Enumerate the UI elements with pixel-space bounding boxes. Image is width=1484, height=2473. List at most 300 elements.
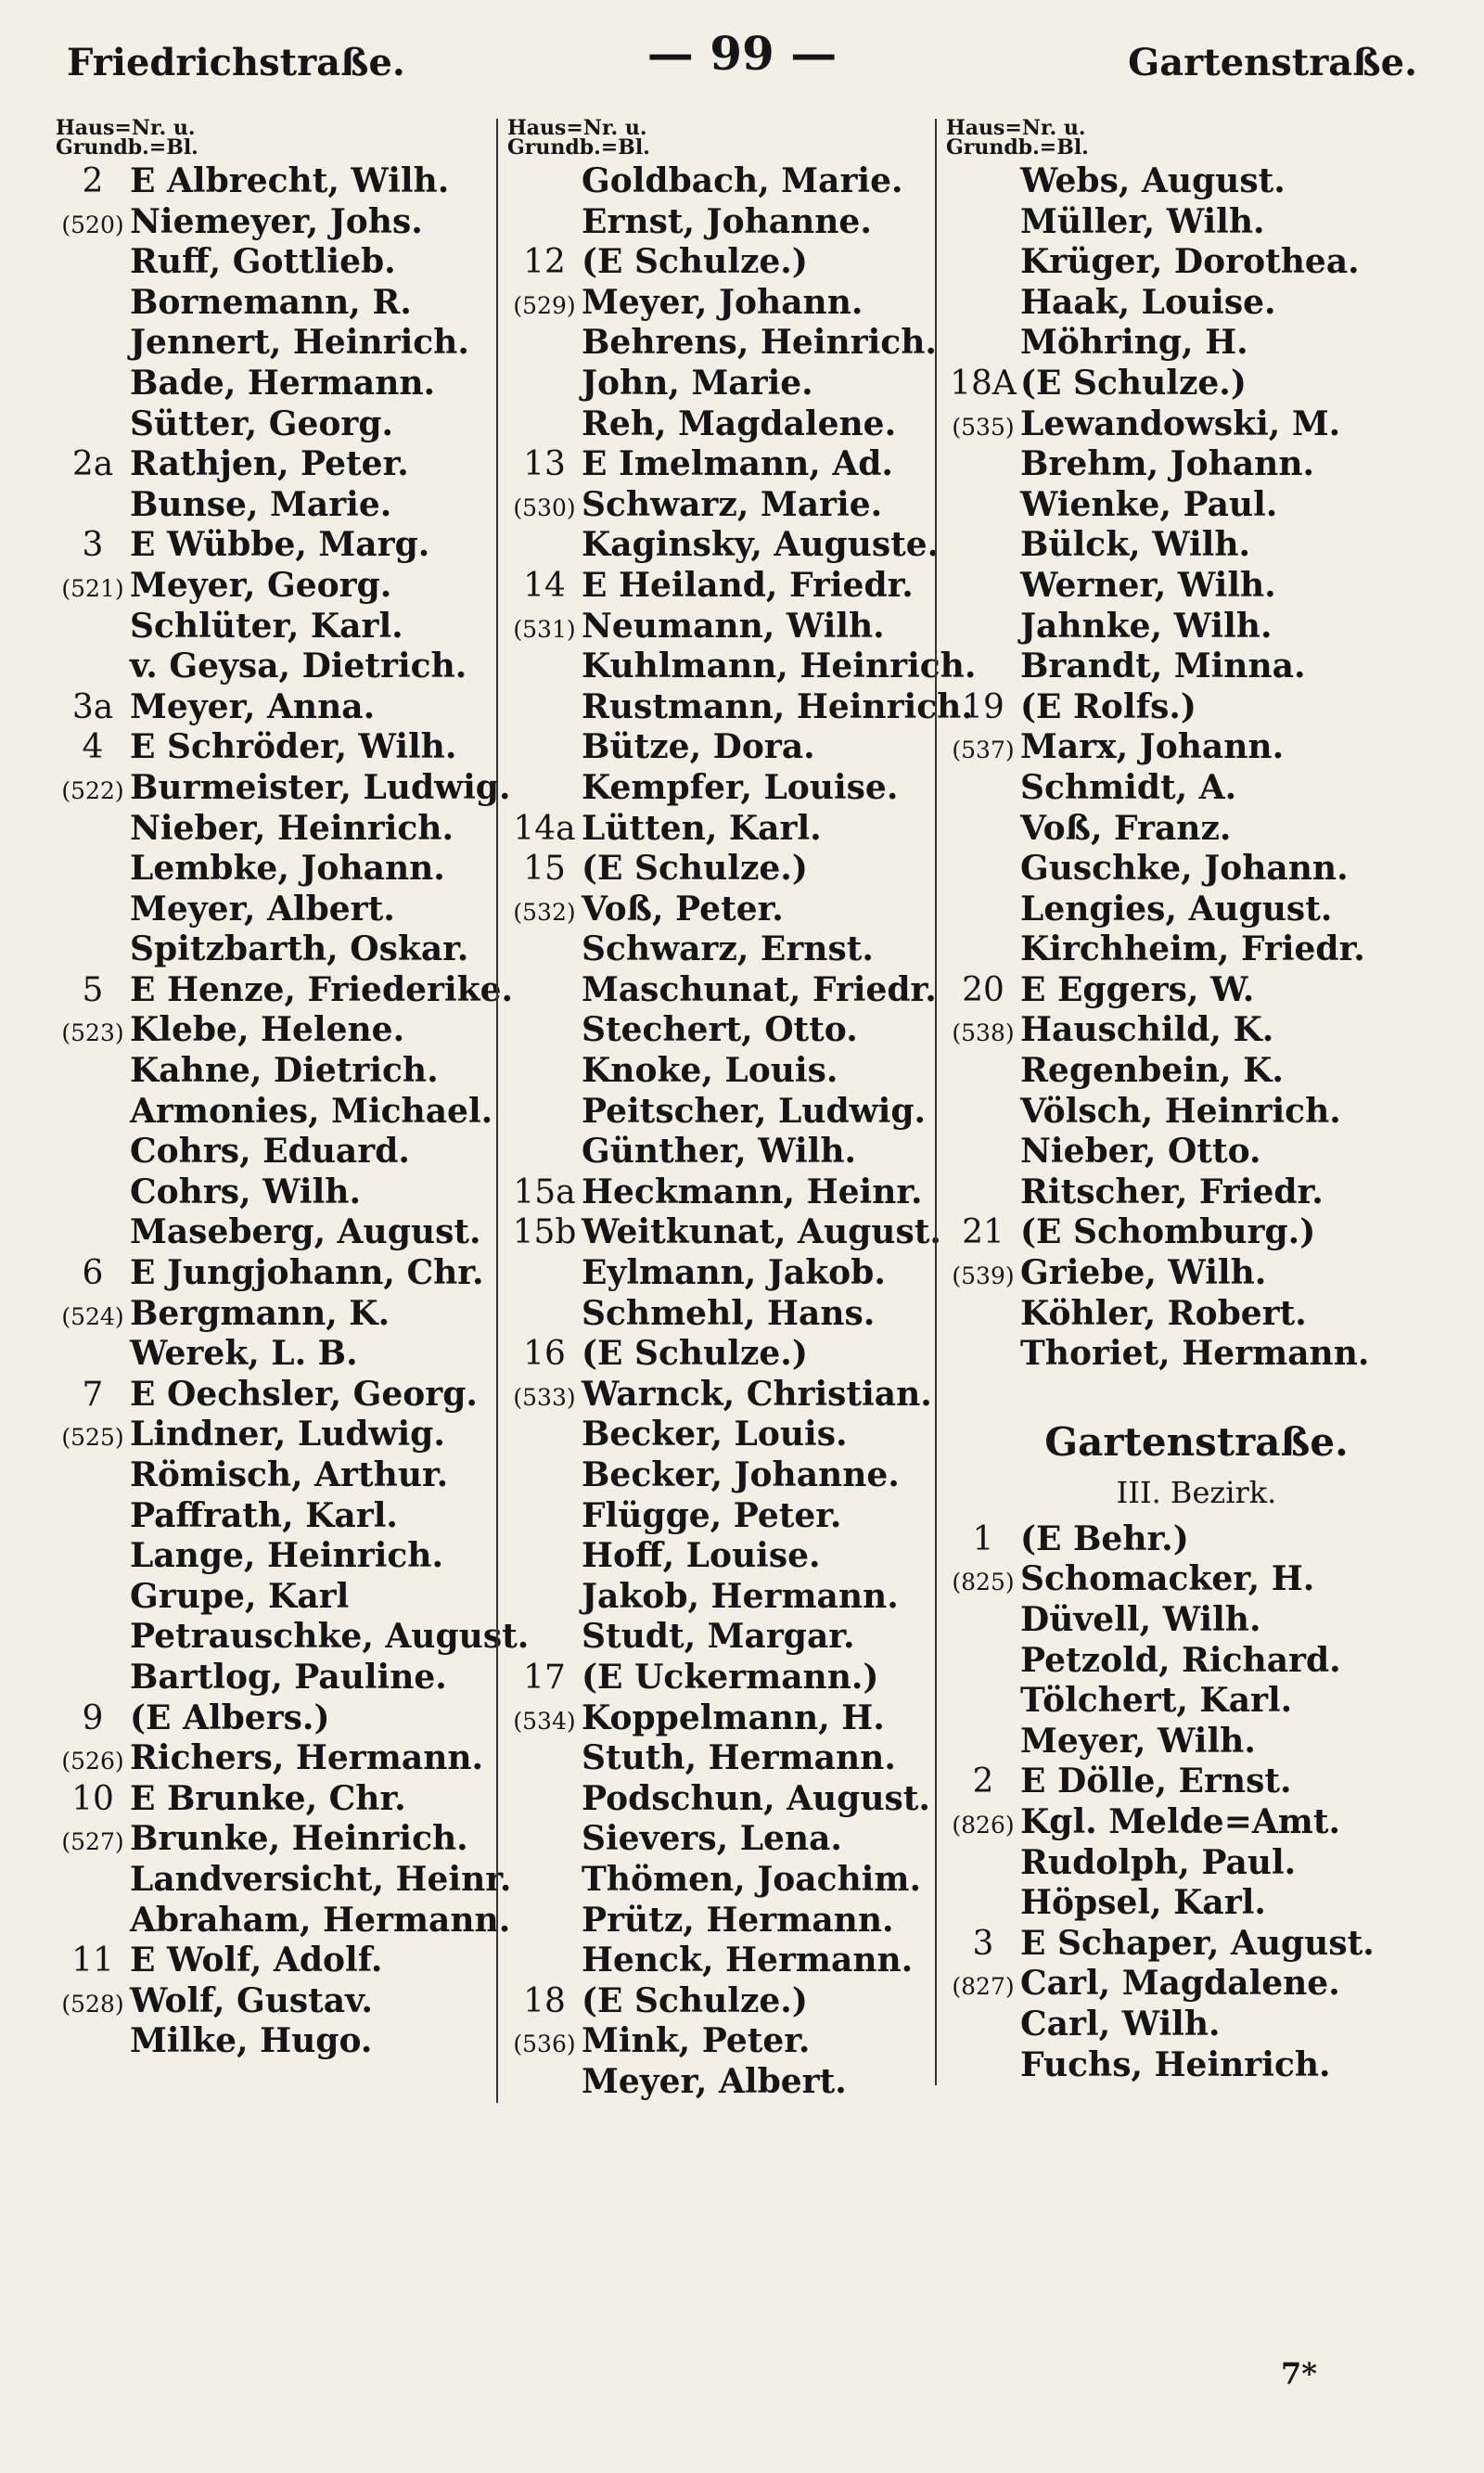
house-number: (529) [513,291,576,319]
house-number: (522) [61,776,124,804]
entry-row [507,1132,943,1172]
resident-name: Kirchheim, Friedr. [1020,929,1365,969]
column-heading: Haus=Nr. u. Grundb.=Bl. [946,116,1089,160]
house-number: 18 [523,1981,566,2020]
entry-row [56,202,492,243]
resident-name: Landversicht, Heinr. [130,1859,512,1899]
resident-name: v. Geysa, Dietrich. [130,647,467,686]
resident-name: Kuhlmann, Heinrich. [582,647,977,686]
resident-name: Meyer, Anna. [130,686,376,726]
house-number: 7 [82,1375,104,1414]
entry-row [56,1617,530,1658]
house-number: (825) [952,1569,1015,1596]
resident-name: Armonies, Michael. [130,1091,493,1131]
resident-name: Voß, Peter. [582,889,784,929]
resident-name: Guschke, Johann. [1020,849,1349,889]
entry-row [56,1334,492,1375]
resident-name: Köhler, Robert. [1020,1293,1307,1333]
house-number: 6 [82,1254,104,1293]
entry-row [56,809,492,850]
entry-row [946,2005,1447,2045]
resident-name: Wienke, Paul. [1020,484,1278,524]
house-number: 14a [513,809,576,848]
entry-row [56,1900,511,1941]
resident-name: (E Schulze.) [582,849,808,889]
entry-row [56,444,492,485]
entry-row [507,485,943,526]
entry-row [56,1698,492,1739]
section-title: Gartenstraße. [1044,1418,1349,1465]
entry-row [946,1802,1447,1843]
resident-name: Werek, L. B. [130,1334,358,1374]
entry-row [507,768,943,809]
house-number: (539) [952,1262,1015,1290]
header-left-street: Friedrichstraße. [67,41,405,84]
entry-row [56,890,492,930]
resident-name: Maschunat, Friedr. [582,969,937,1009]
resident-name: Henck, Hermann. [582,1941,914,1980]
resident-name: E Eggers, W. [1020,969,1255,1009]
entry-row [946,970,1447,1011]
resident-name: Niemeyer, Johs. [130,201,423,241]
entry-row [56,1212,492,1253]
resident-name: Meyer, Wilh. [1020,1721,1256,1761]
entry-row [56,404,492,445]
resident-name: Schmidt, A. [1020,767,1237,807]
entry-row [56,242,492,283]
resident-name: Bade, Hermann. [130,363,436,403]
entry-row [56,283,492,324]
entry-row [946,2045,1447,2086]
entry-row [56,1051,492,1092]
resident-name: Milke, Hugo. [130,2021,373,2061]
entry-row [946,849,1447,890]
resident-name: E Wolf, Adolf. [130,1941,383,1980]
entry-row [507,1981,943,2022]
house-number: 3 [972,1924,994,1963]
resident-name: Weitkunat, August. [582,1212,941,1252]
house-number: (827) [952,1973,1015,2001]
house-number: (527) [61,1828,124,1856]
house-number: 10 [71,1779,114,1818]
resident-name: Warnck, Christian. [582,1374,932,1414]
resident-name: Stuth, Hermann. [582,1738,896,1778]
entry-row [946,1964,1447,2005]
entry-row [507,566,943,607]
resident-name: Stechert, Otto. [582,1010,858,1050]
resident-name: Sütter, Georg. [130,404,394,443]
resident-name: E Jungjohann, Chr. [130,1253,484,1293]
resident-name: Reh, Magdalene. [582,404,897,443]
resident-name: E Heiland, Friedr. [582,565,914,605]
house-number: 3 [82,526,104,565]
entry-row [507,161,943,202]
resident-name: Nieber, Heinrich. [130,808,454,848]
entry-row [946,364,1447,404]
house-number: 4 [82,728,104,767]
resident-name: Goldbach, Marie. [582,161,903,200]
entry-row [56,1294,492,1335]
column-heading: Haus=Nr. u. Grundb.=Bl. [56,116,198,160]
resident-name: Rathjen, Peter. [130,444,409,484]
resident-name: Meyer, Johann. [582,282,864,322]
resident-name: Lewandowski, M. [1020,404,1341,443]
entry-row [507,525,943,566]
entry-row [946,1600,1447,1641]
house-number: 9 [82,1698,104,1737]
house-number: 19 [962,687,1004,726]
resident-name: Webs, August. [1020,161,1286,200]
house-number: 2a [71,445,114,484]
entry-row [507,929,943,970]
resident-name: Möhring, H. [1020,323,1248,363]
resident-name: (E Schulze.) [582,1334,808,1374]
column-3 [935,116,1447,2085]
house-number: 15b [512,1213,577,1252]
entry-row [946,1924,1447,1965]
house-number: 12 [523,243,566,282]
resident-name: Kaginsky, Auguste. [582,525,940,565]
resident-name: Lembke, Johann. [130,849,445,889]
resident-name: E Brunke, Chr. [130,1778,406,1818]
resident-name: Prütz, Hermann. [582,1900,894,1940]
entry-row [946,283,1447,324]
entry-row [507,1294,943,1335]
resident-name: Werner, Wilh. [1020,565,1276,605]
entry-row [946,1559,1447,1600]
entry-row [507,1375,943,1416]
entry-row [946,647,1447,687]
entry-row [56,687,492,728]
entry-row [507,686,973,728]
entry-row [56,969,514,1011]
resident-name: (E Rolfs.) [1020,686,1196,726]
entry-row [56,1010,492,1051]
resident-name: E Oechsler, Georg. [130,1374,478,1414]
entry-row [56,1132,492,1172]
entry-row [946,404,1447,445]
resident-name: Bergmann, K. [130,1293,390,1333]
resident-name: (E Schulze.) [1020,363,1247,403]
resident-name: Meyer, Albert. [582,2061,847,2101]
resident-name: Bütze, Dora. [582,727,815,767]
entry-row [507,283,943,324]
resident-name: Hauschild, K. [1020,1010,1274,1050]
resident-name: Kgl. Melde=Amt. [1020,1801,1341,1841]
entry-list [946,161,1447,1375]
entry-row [946,202,1447,243]
resident-name: Hoff, Louise. [582,1536,821,1576]
entry-row [946,566,1447,607]
resident-name: Maseberg, August. [130,1212,481,1252]
entry-row [56,1253,492,1294]
resident-name: Petrauschke, August. [130,1617,530,1657]
resident-name: Marx, Johann. [1020,727,1285,767]
entry-row [946,1172,1447,1213]
entry-row [507,1738,943,1779]
entry-row [56,1536,492,1577]
resident-name: Düvell, Wilh. [1020,1600,1261,1639]
header-right-street: Gartenstraße. [1128,41,1417,84]
house-number: 14 [523,566,566,605]
entry-row [56,1779,492,1820]
house-number: (533) [513,1383,576,1411]
house-number: (534) [513,1707,576,1735]
entry-row [56,607,492,647]
column-2 [496,116,977,2103]
house-number: 2 [972,1762,994,1801]
resident-name: Brehm, Johann. [1020,444,1315,484]
house-number: (524) [61,1302,124,1330]
house-number: 15 [523,850,566,889]
entry-row [946,1132,1447,1172]
entry-row [507,607,943,647]
entry-row [507,323,943,364]
resident-name: Becker, Johanne. [582,1455,900,1494]
house-number: (525) [61,1424,124,1452]
resident-name: Günther, Wilh. [582,1132,857,1172]
entry-row [507,1819,943,1860]
resident-name: Becker, Louis. [582,1415,848,1454]
resident-name: (E Schulze.) [582,242,808,282]
entry-row [507,970,943,1011]
resident-name: Spitzbarth, Oskar. [130,929,469,969]
entry-row [946,1883,1447,1924]
entry-row [56,364,492,404]
resident-name: Völsch, Heinrich. [1020,1091,1341,1131]
entry-row [56,161,492,202]
resident-name: Römisch, Arthur. [130,1455,449,1494]
entry-row [507,849,943,890]
entry-row [946,161,1447,202]
house-number: 18A [950,364,1017,403]
entry-row [946,1641,1447,1682]
entry-row [507,809,943,850]
entry-row [56,849,492,890]
entry-row [56,2021,492,2062]
entry-row [507,1536,943,1577]
house-number: 15a [513,1172,576,1211]
resident-name: Burmeister, Ludwig. [130,767,511,807]
entry-row [56,1415,492,1455]
resident-name: John, Marie. [582,363,813,403]
entry-row [946,727,1447,768]
house-number: (523) [61,1019,124,1047]
resident-name: Wolf, Gustav. [130,1980,373,2020]
house-number: 20 [962,970,1004,1009]
entry-row [507,364,943,404]
resident-name: Paffrath, Karl. [130,1495,398,1535]
house-number: (530) [513,493,576,521]
entry-row [56,1496,492,1537]
entry-list [946,1519,1447,2085]
column-1 [56,116,530,2062]
entry-row [946,1681,1447,1722]
resident-name: Schmehl, Hans. [582,1293,876,1333]
resident-name: Rustmann, Heinrich. [582,686,973,726]
entry-row [507,1698,943,1739]
entry-row [56,1092,492,1133]
entry-row [507,202,943,243]
page-number: — 99 — [646,26,838,81]
entry-row [507,1253,943,1294]
resident-name: Carl, Wilh. [1020,2004,1221,2044]
resident-name: Abraham, Hermann. [130,1900,511,1940]
resident-name: Lütten, Karl. [582,808,822,848]
house-number: (526) [61,1748,124,1775]
entry-list [56,161,530,2062]
resident-name: Schomacker, H. [1020,1559,1315,1599]
entry-row [507,1010,943,1051]
resident-name: Mink, Peter. [582,2021,811,2061]
entry-row [56,1941,492,1981]
resident-name: Regenbein, K. [1020,1051,1284,1091]
entry-row [946,809,1447,850]
resident-name: Jahnke, Wilh. [1020,606,1273,646]
entry-row [56,647,492,687]
resident-name: Grupe, Karl [130,1576,350,1616]
resident-name: Meyer, Albert. [130,889,395,929]
entry-row [507,1172,943,1213]
entry-row [507,727,943,768]
resident-name: E Schröder, Wilh. [130,727,457,767]
resident-name: Meyer, Georg. [130,565,392,605]
house-number: (531) [513,615,576,643]
resident-name: Rudolph, Paul. [1020,1842,1297,1882]
entry-row [946,1843,1447,1884]
resident-name: E Henze, Friederike. [130,969,514,1009]
entry-row [507,1334,943,1375]
resident-name: Podschun, August. [582,1778,930,1818]
house-number: 5 [82,970,104,1009]
entry-row [56,1172,492,1213]
house-number: 13 [523,445,566,484]
resident-name: E Wübbe, Marg. [130,525,430,565]
resident-name: Schlüter, Karl. [130,606,403,646]
resident-name: Eylmann, Jakob. [582,1253,886,1293]
resident-name: Voß, Franz. [1020,808,1232,848]
entry-list [507,161,977,2103]
resident-name: Petzold, Richard. [1020,1640,1341,1680]
resident-name: Richers, Hermann. [130,1738,484,1778]
entry-row [507,1941,943,1981]
entry-row [946,525,1447,566]
resident-name: E Dölle, Ernst. [1020,1762,1292,1801]
house-number: (537) [952,737,1015,764]
entry-row [507,1415,943,1455]
resident-name: Krüger, Dorothea. [1020,242,1360,282]
resident-name: (E Uckermann.) [582,1657,879,1697]
section-subtitle: III. Bezirk. [1116,1474,1277,1510]
resident-name: Jennert, Heinrich. [130,323,469,363]
entry-row [56,566,492,607]
resident-name: Sievers, Lena. [582,1819,842,1859]
resident-name: Bartlog, Pauline. [130,1657,447,1697]
house-number: 16 [523,1335,566,1374]
entry-row [946,1519,1447,1560]
resident-name: Schwarz, Ernst. [582,929,874,969]
entry-row [56,323,492,364]
entry-row [507,1212,943,1253]
entry-row [946,1334,1447,1375]
entry-row [56,1738,492,1779]
house-number: 1 [972,1519,994,1558]
entry-row [507,890,943,930]
resident-name: Bornemann, R. [130,282,412,322]
entry-row [946,768,1447,809]
resident-name: Heckmann, Heinr. [582,1172,923,1211]
entry-row [56,525,492,566]
house-number: (532) [513,898,576,926]
entry-row [946,1762,1447,1802]
house-number: 2 [82,162,104,200]
resident-name: Nieber, Otto. [1020,1132,1261,1172]
resident-name: Knoke, Louis. [582,1051,838,1091]
resident-name: Flügge, Peter. [582,1495,842,1535]
resident-name: Lengies, August. [1020,889,1333,929]
resident-name: Cohrs, Eduard. [130,1132,410,1172]
entry-row [56,1819,492,1860]
resident-name: Griebe, Wilh. [1020,1253,1267,1293]
entry-row [56,1859,512,1901]
entry-row [56,1981,492,2022]
resident-name: (E Schulze.) [582,1980,808,2020]
resident-name: Bunse, Marie. [130,484,392,524]
signature-mark: 7* [1281,2356,1317,2391]
entry-row [507,1860,943,1901]
resident-name: Tölchert, Karl. [1020,1681,1293,1721]
resident-name: Brunke, Heinrich. [130,1819,468,1859]
entry-row [56,727,492,768]
column-heading: Haus=Nr. u. Grundb.=Bl. [507,116,650,160]
entry-row [946,687,1447,728]
entry-row [946,890,1447,930]
entry-row [946,1010,1447,1051]
resident-name: Koppelmann, H. [582,1698,885,1737]
resident-name: Fuchs, Heinrich. [1020,2044,1331,2084]
entry-row [507,1779,943,1820]
entry-row [946,929,1447,970]
house-number: 17 [523,1658,566,1697]
house-number: (536) [513,2031,576,2058]
house-number: (826) [952,1811,1015,1839]
house-number: 21 [962,1213,1004,1252]
resident-name: E Imelmann, Ad. [582,444,893,484]
resident-name: Neumann, Wilh. [582,606,885,646]
entry-row [507,242,943,283]
entry-row [507,647,977,687]
resident-name: Ritscher, Friedr. [1020,1172,1324,1211]
resident-name: Behrens, Heinrich. [582,323,937,363]
resident-name: Bülck, Wilh. [1020,525,1251,565]
entry-row [507,444,943,485]
resident-name: Ernst, Johanne. [582,201,872,241]
entry-row [946,444,1447,485]
entry-row [507,2021,943,2062]
resident-name: Peitscher, Ludwig. [582,1091,927,1131]
entry-row [946,242,1447,283]
entry-row [946,1722,1447,1762]
resident-name: Müller, Wilh. [1020,201,1265,241]
resident-name: Klebe, Helene. [130,1010,405,1050]
house-number: 11 [71,1941,114,1980]
resident-name: Höpsel, Karl. [1020,1883,1266,1923]
entry-row [56,767,511,809]
resident-name: Jakob, Hermann. [582,1576,899,1616]
house-number: 3a [71,687,114,726]
house-number: (538) [952,1019,1015,1047]
resident-name: E Schaper, August. [1020,1923,1375,1963]
